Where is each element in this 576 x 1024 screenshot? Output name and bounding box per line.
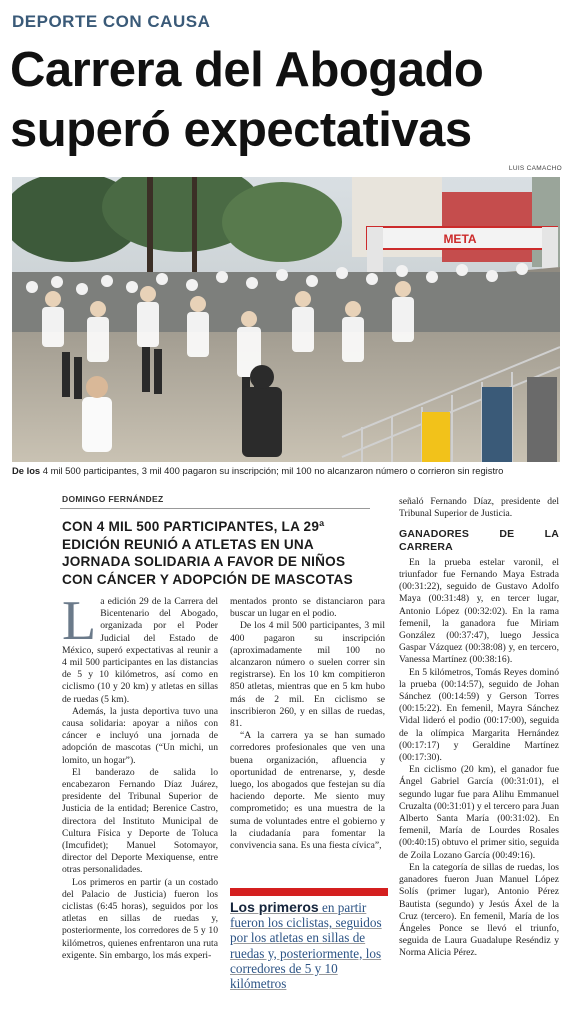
article-column-3	[399, 496, 559, 960]
paragraph: En la prueba estelar varonil, el triunfador fue Fernando Maya Estrada (00:31:22), seguido de Gustavo Adolfo Maya (00:31:48) y, en tercer lugar, Antonio López (00:32:02). En la rama femenil, la ganadora fue Miriam González (00:37:47), luego Jessica Gaspar Vázquez (00:38:08) y, en tercero, Vanessa Martínez (00:38:16).	[399, 556, 559, 666]
photo-credit: LUIS CAMACHO	[508, 165, 562, 172]
byline-rule	[60, 508, 370, 509]
paragraph: De los 4 mil 500 participantes, 3 mil 400 pagaron su inscripción (aproximadamente mil 100 no alcanzaron número o suelen correr sin registrarse). En los 10 km compitieron 850 atletas, mientras que en 5 km hubo más de 2 mil. En ciclismo se inscribieron 260, y en sillas de ruedas, 81.	[230, 620, 385, 730]
race-photo-illustration	[12, 177, 560, 462]
pull-quote-lead: Los primeros	[230, 899, 319, 915]
paragraph: mentados pronto se distanciaron para buscar un lugar en el podio.	[230, 596, 385, 620]
finish-banner-text: META	[443, 232, 477, 246]
article-column-1	[62, 590, 218, 962]
headline: Carrera del Abogado superó expectativas	[10, 43, 484, 157]
paragraph: En ciclismo (20 km), el ganador fue Ángel Gabriel García (00:31:01), el segundo lugar fue para Alihu Emmanuel Cruzalta (00:31:01) y el tercero para Juan Alberto Santa María (00:31:02). En femenil, María de Lourdes Rosales (00:40:15) obtuvo el primer sitio, seguida de Zoila Lozano García (00:49:16).	[399, 764, 559, 861]
caption-text: 4 mil 500 participantes, 3 mil 400 pagaron su inscripción; mil 100 no alcanzaron número o corrieron sin registro	[40, 465, 504, 476]
paragraph-text: a edición 29 de la Carrera del Bicentenario del Abogado, organizada por el Poder Judicial del Estado de México, superó expectativas al reunir a 4 mil 500 participantes en las distancias de 5 y 10 kilómetros, así como en ciclismo (10 y 20 km) y atletas en sillas de ruedas (5 km).	[62, 596, 218, 705]
deck-subheadline: CON 4 MIL 500 PARTICIPANTES, LA 29ª EDICIÓN REUNIÓ A ATLETAS EN UNA JORNADA SOLIDARIA A FAVOR DE NIÑOS CON CÁNCER Y ADOPCIÓN DE MASCOTAS	[62, 519, 353, 587]
paragraph	[62, 590, 218, 706]
article-column-2	[230, 596, 385, 852]
paragraph: En 5 kilómetros, Tomás Reyes dominó la prueba (00:14:57), seguido de Johan Sánchez (00:14:59) y Gerson Torres (00:15:22). En femenil, Mayra Sánchez Vidal lideró el podio (00:17:00), seguida de la olímpica Margarita Hernández (00:17:17) y Geraldine Martínez (00:17:30).	[399, 666, 559, 764]
pull-quote-text: en partir fueron los ciclistas, seguidos por los atletas en sillas de ruedas y, posteriormente, los corredores de 5 y 10 kilómetros	[230, 900, 382, 992]
drop-cap: L	[62, 590, 97, 652]
section-tag: DEPORTE CON CAUSA	[12, 12, 211, 31]
winners-heading: GANADORES DE LA CARRERA	[399, 528, 559, 553]
race-photo	[12, 177, 560, 462]
paragraph: El banderazo de salida lo encabezaron Fernando Díaz Juárez, presidente del Tribunal Superior de Justicia de la entidad; Berenice Castro, directora del Instituto Municipal de Cultura Física y Deporte de Toluca (Imcufidet); Manuel Sotomayor, director del Deporte Mexiquense, entre otras personalidades.	[62, 766, 218, 876]
paragraph: señaló Fernando Díaz, presidente del Tribunal Superior de Justicia.	[399, 496, 559, 520]
paragraph: Los primeros en partir (a un costado del Palacio de Justicia) fueron los ciclistas (6:45 horas), seguidos por los atletas en sillas de ruedas y, posteriormente, los corredores de 5 y 10 kilómetros, quienes enfrentaron una ruta exigente. Sin embargo, los más experi-	[62, 876, 218, 961]
paragraph: “A la carrera ya se han sumado corredores profesionales que ven una buena organización, afluencia y oportunidad de entrenarse, y, desde luego, los abogados que festejan su día haciendo deporte. Me siento muy comprometido; es una muestra de la suma de voluntades entre el gobierno y la ciudadanía para fomentar la convivencia sana. Es una fiesta cívica”,	[230, 730, 385, 852]
caption-lead: De los	[12, 465, 41, 476]
paragraph: Además, la justa deportiva tuvo una causa solidaria: apoyar a niños con cáncer e incluyó una jornada de adopción de mascotas (“Un michi, un lomito, un hogar”).	[62, 705, 218, 766]
paragraph: En la categoría de sillas de ruedas, los ganadores fueron Juan Manuel López Solís (primer lugar), Antonio Pérez Bautista (segundo) y Jesús Áxel de la Cruz (tercero). En femenil, María de los Ángeles Ponce se llevó el triunfo, seguida de Laura Guadalupe Reséndiz y Norma Alicia Pérez.	[399, 861, 559, 959]
pull-quote	[230, 900, 390, 991]
photo-caption	[12, 465, 564, 477]
author-byline: DOMINGO FERNÁNDEZ	[62, 494, 164, 504]
pull-quote-bar	[230, 888, 388, 896]
